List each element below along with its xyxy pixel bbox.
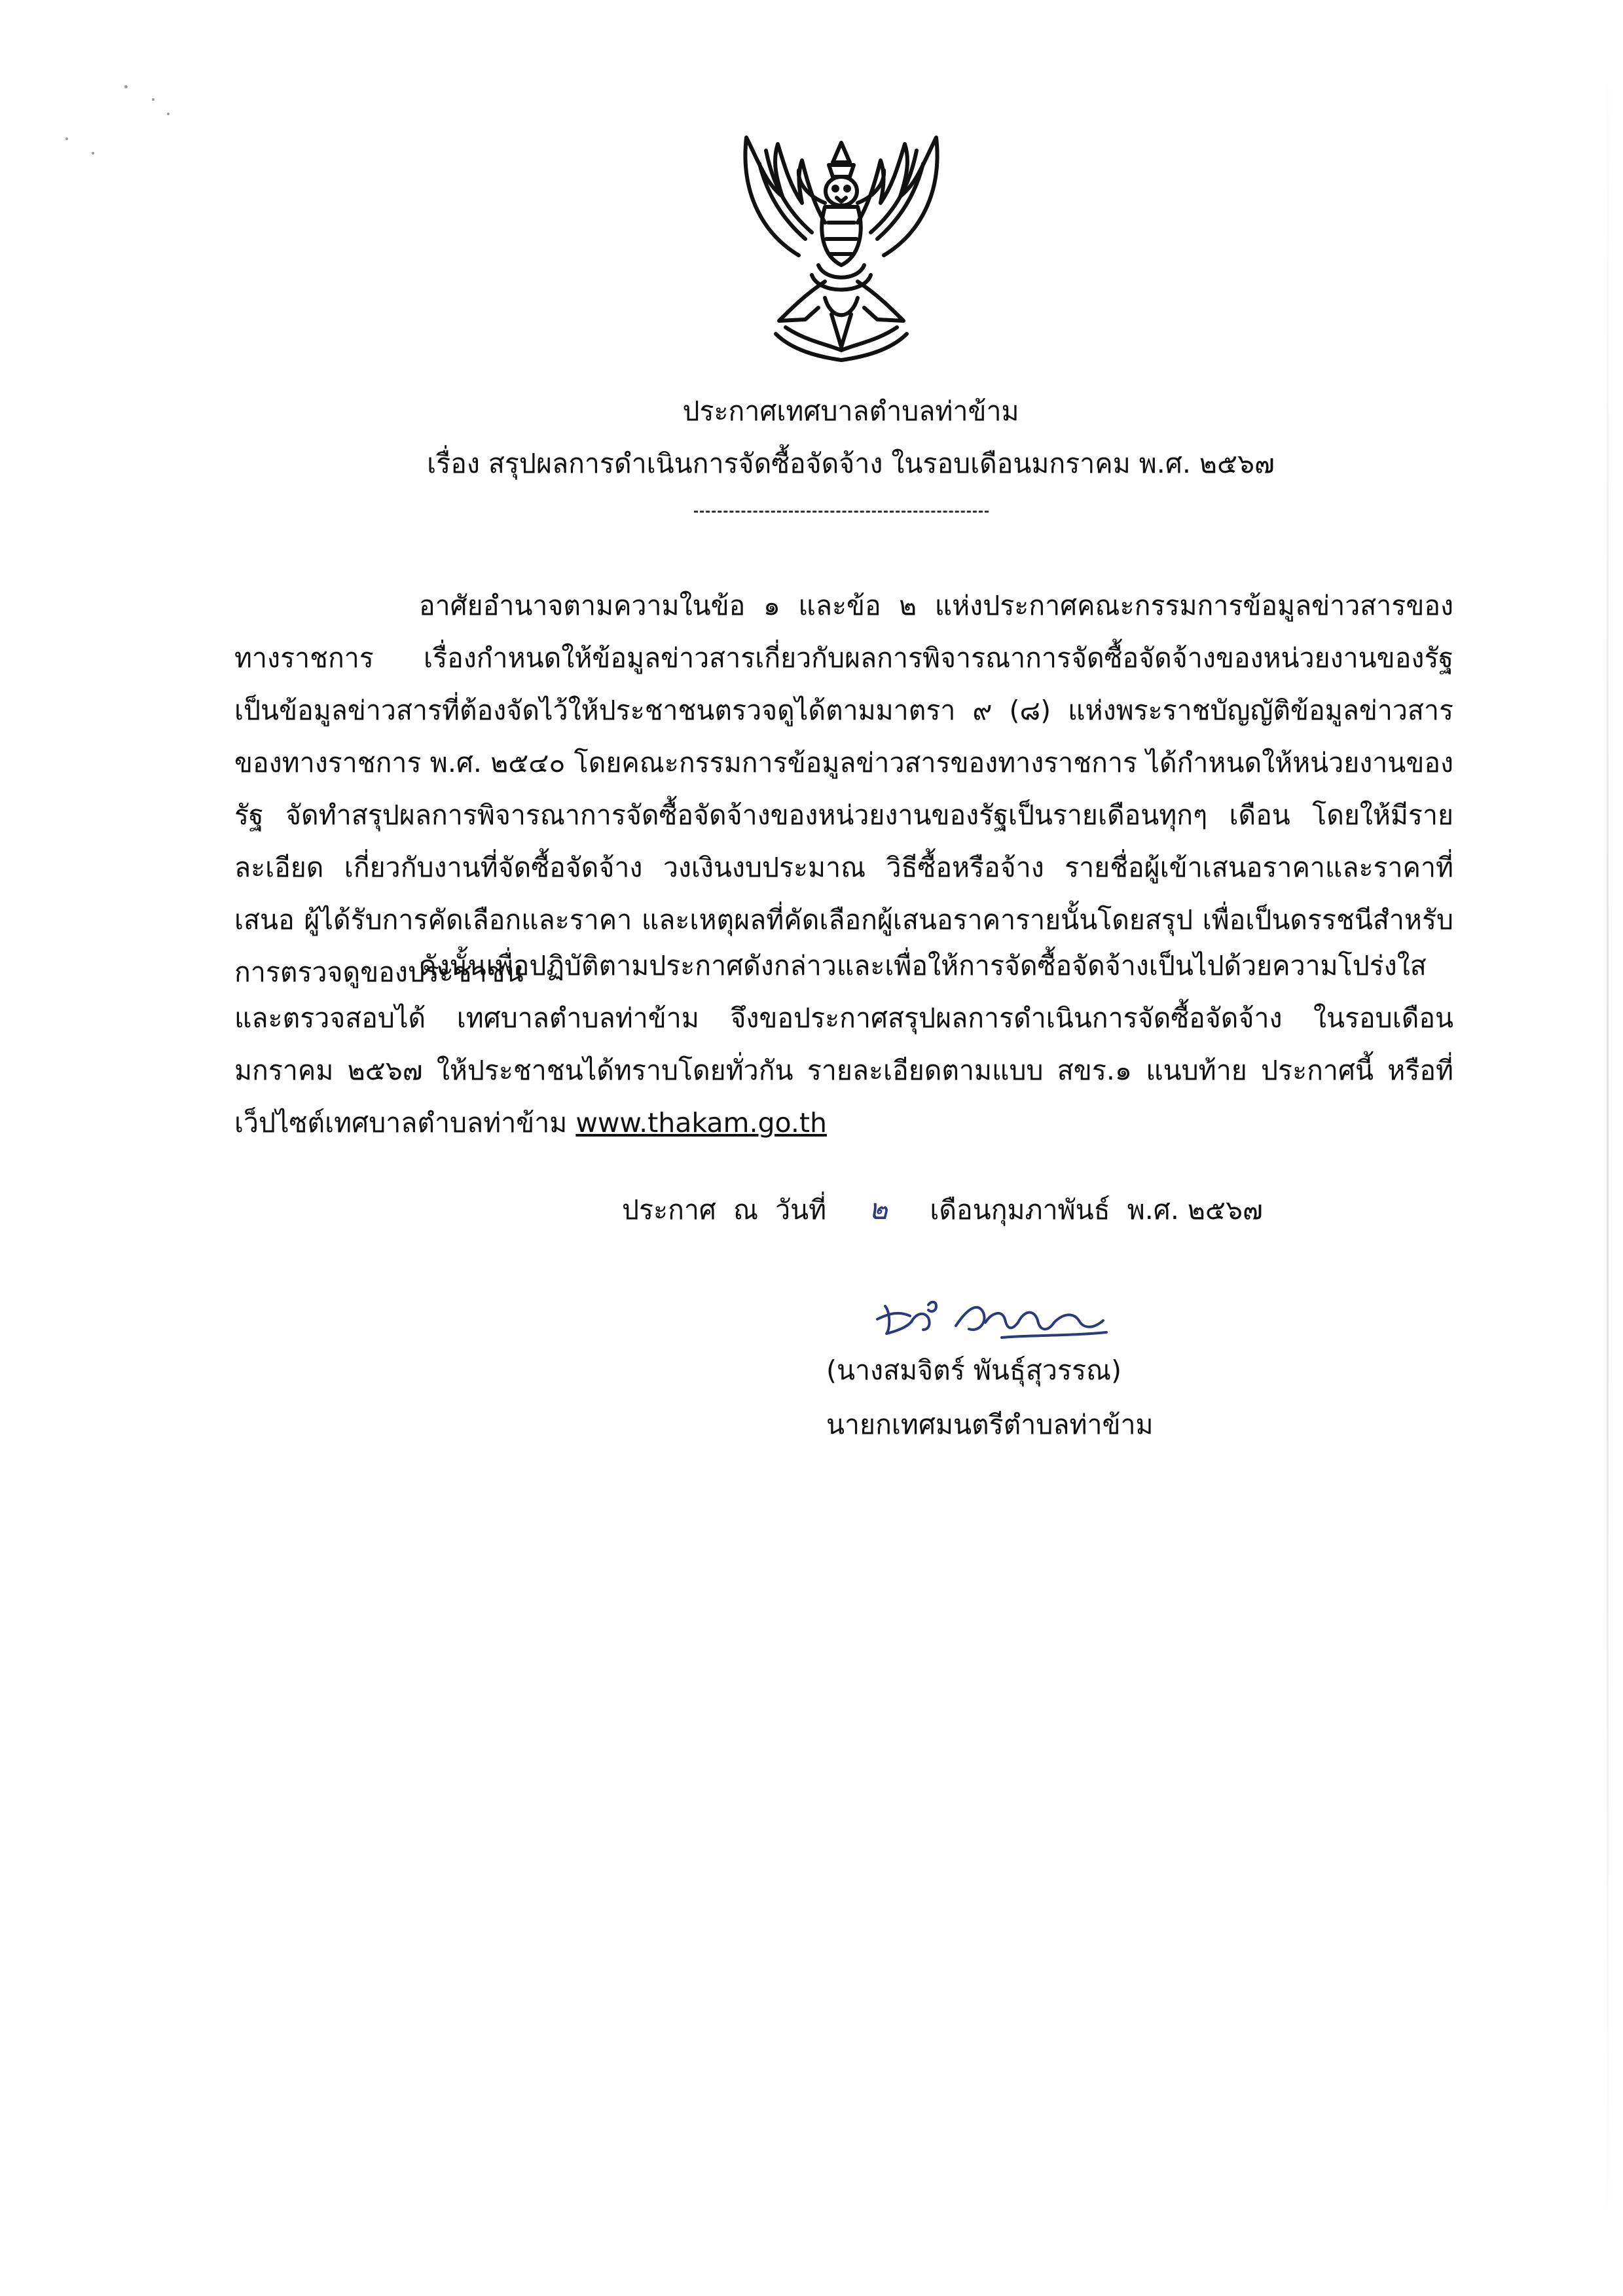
signer-title: นายกเทศมนตรีตำบลท่าข้าม <box>826 1409 1154 1440</box>
website-link[interactable]: www.thakam.go.th <box>575 1107 827 1139</box>
announcement-date <box>622 1192 1263 1228</box>
paragraph-authority-text: อาศัยอำนาจตามความในข้อ ๑ และข้อ ๒ แห่งประกาศคณะกรรมการข้อมูลข่าวสารของทางราชการ เรื่องกำหนดให้ข้อมูลข่าวสารเกี่ยวกับผลการพิจารณาการจัดซื้อจัดจ้างของหน่วยงานของรัฐ เป็นข้อมูลข่าวสารที่ต้องจัดไว้ให้ประชาชนตรวจดูได้ตามมาตรา ๙ (๘) แห่งพระราชบัญญัติข้อมูลข่าวสารของทางราชการ พ.ศ. ๒๕๔๐ โดยคณะกรรมการข้อมูลข่าวสารของทางราชการ ได้กำหนดให้หน่วยงานของรัฐ จัดทำสรุปผลการพิจารณาการจัดซื้อจัดจ้างของหน่วยงานของรัฐเป็นรายเดือนทุกๆ เดือน โดยให้มีรายละเอียด เกี่ยวกับงานที่จัดซื้อจัดจ้าง วงเงินงบประมาณ วิธีซื้อหรือจ้าง รายชื่อผู้เข้าเสนอราคาและราคาที่เสนอ ผู้ได้รับการคัดเลือกและราคา และเหตุผลที่คัดเลือกผู้เสนอราคารายนั้นโดยสรุป เพื่อเป็นดรรชนีสำหรับการตรวจดูของประชาชน <box>234 590 1453 988</box>
scan-speck <box>65 137 68 140</box>
scan-speck <box>124 85 128 88</box>
signer-name: (นางสมจิตร์ พันธุ์สุวรรณ) <box>826 1355 1122 1386</box>
paragraph-announcement <box>234 939 1453 1149</box>
announcement-title: ประกาศเทศบาลตำบลท่าข้าม <box>682 395 1019 427</box>
announcement-subject: เรื่อง สรุปผลการดำเนินการจัดซื้อจัดจ้าง ในรอบเดือนมกราคม พ.ศ. ๒๕๖๗ <box>427 448 1275 479</box>
scan-speck <box>152 98 155 101</box>
scan-edge-shadow <box>1607 26 1609 2265</box>
scan-speck <box>92 152 94 155</box>
handwritten-signature <box>871 1293 1120 1345</box>
dashed-divider <box>694 511 989 513</box>
date-prefix: ประกาศ ณ วันที่ <box>622 1194 827 1226</box>
paragraph-authority <box>234 579 1453 998</box>
garuda-emblem-icon <box>720 124 962 367</box>
scan-speck <box>167 113 170 115</box>
paragraph-announcement-text: ดังนั้นเพื่อปฏิบัติตามประกาศดังกล่าวและเพื่อให้การจัดซื้อจัดจ้างเป็นไปด้วยความโปร่งใสและตรวจสอบได้ เทศบาลตำบลท่าข้าม จึงขอประกาศสรุปผลการดำเนินการจัดซื้อจัดจ้าง ในรอบเดือนมกราคม ๒๕๖๗ ให้ประชาชนได้ทราบโดยทั่วกัน รายละเอียดตามแบบ สขร.๑ แนบท้าย ประกาศนี้ หรือที่เว็ปไซต์เทศบาลตำบลท่าข้าม <box>234 950 1453 1139</box>
date-suffix: เดือนกุมภาพันธ์ พ.ศ. ๒๕๖๗ <box>930 1194 1263 1226</box>
date-day-handwritten: ๒ <box>868 1193 888 1226</box>
